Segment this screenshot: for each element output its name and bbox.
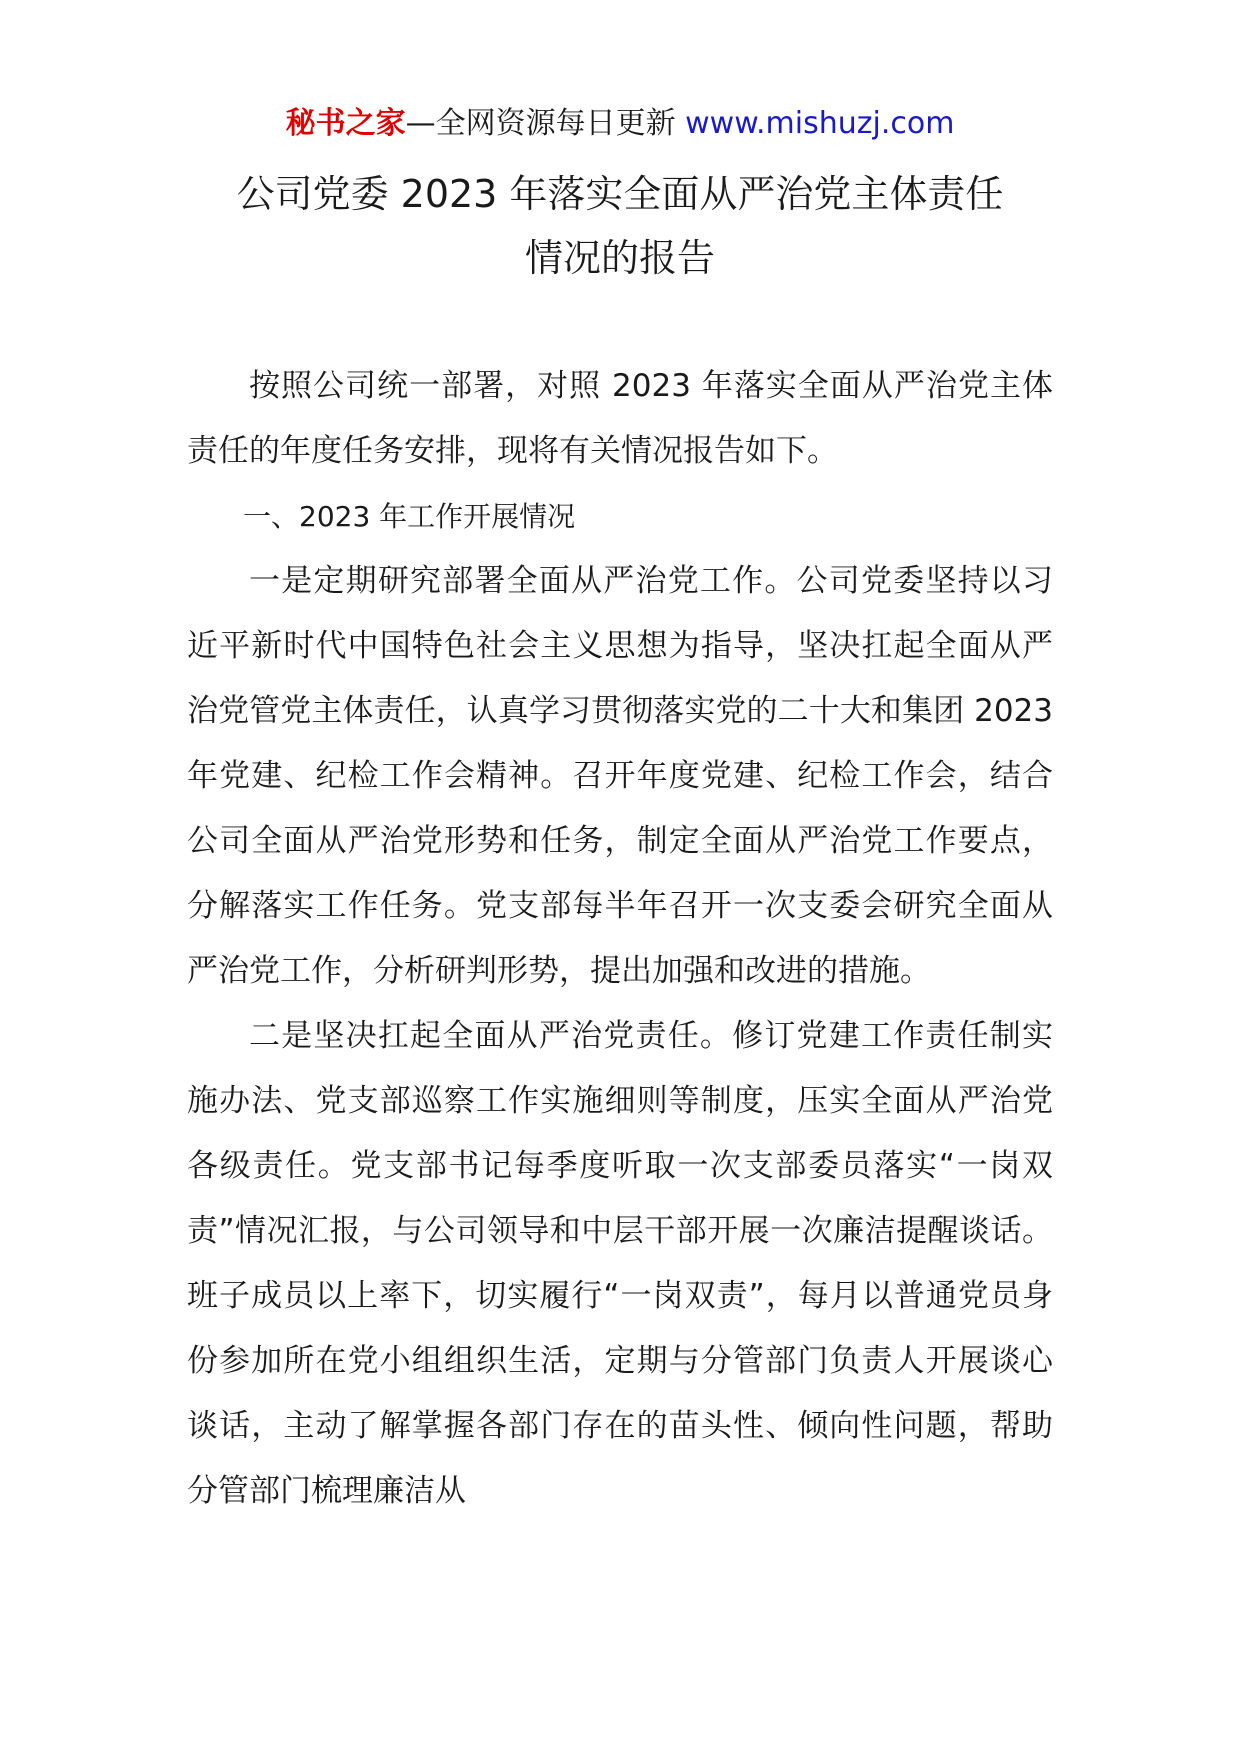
banner-brand: 秘书之家 <box>285 106 406 141</box>
paragraph-2: 二是坚决扛起全面从严治党责任。修订党建工作责任制实施办法、党支部巡察工作实施细则等制度，压实全面从严治党各级责任。党支部书记每季度听取一次支部委员落实“一岗双责”情况汇报，与公司领导和中层干部开展一次廉洁提醒谈话。班子成员以上率下，切实履行“一岗双责”，每月以普通党员身份参加所在党小组组织生活，定期与分管部门负责人开展谈心谈话，主动了解掌握各部门存在的苗头性、倾向性问题，帮助分管部门梳理廉洁从 <box>187 1018 1053 1509</box>
document-title <box>0 162 1240 290</box>
title-line-1: 公司党委 2023 年落实全面从严治党主体责任 <box>236 172 1004 216</box>
watermark-banner <box>0 102 1240 146</box>
banner-slogan: —全网资源每日更新 <box>405 106 686 141</box>
paragraph-1: 一是定期研究部署全面从严治党工作。公司党委坚持以习近平新时代中国特色社会主义思想为指导，坚决扛起全面从严治党管党主体责任，认真学习贯彻落实党的二十大和集团 2023 年党建、纪检工作会精神。召开年度党建、纪检工作会，结合公司全面从严治党形势和任务，制定全面从严治党工作要点，分解落实工作任务。党支部每半年召开一次支委会研究全面从严治党工作，分析研判形势，提出加强和改进的措施。 <box>187 563 1053 989</box>
document-body <box>187 354 1053 1524</box>
title-line-2: 情况的报告 <box>524 236 715 280</box>
section-heading: 一、2023 年工作开展情况 <box>243 500 576 533</box>
intro-paragraph: 按照公司统一部署，对照 2023 年落实全面从严治党主体责任的年度任务安排，现将有关情况报告如下。 <box>187 368 1053 469</box>
banner-url[interactable]: www.mishuzj.com <box>685 106 955 141</box>
